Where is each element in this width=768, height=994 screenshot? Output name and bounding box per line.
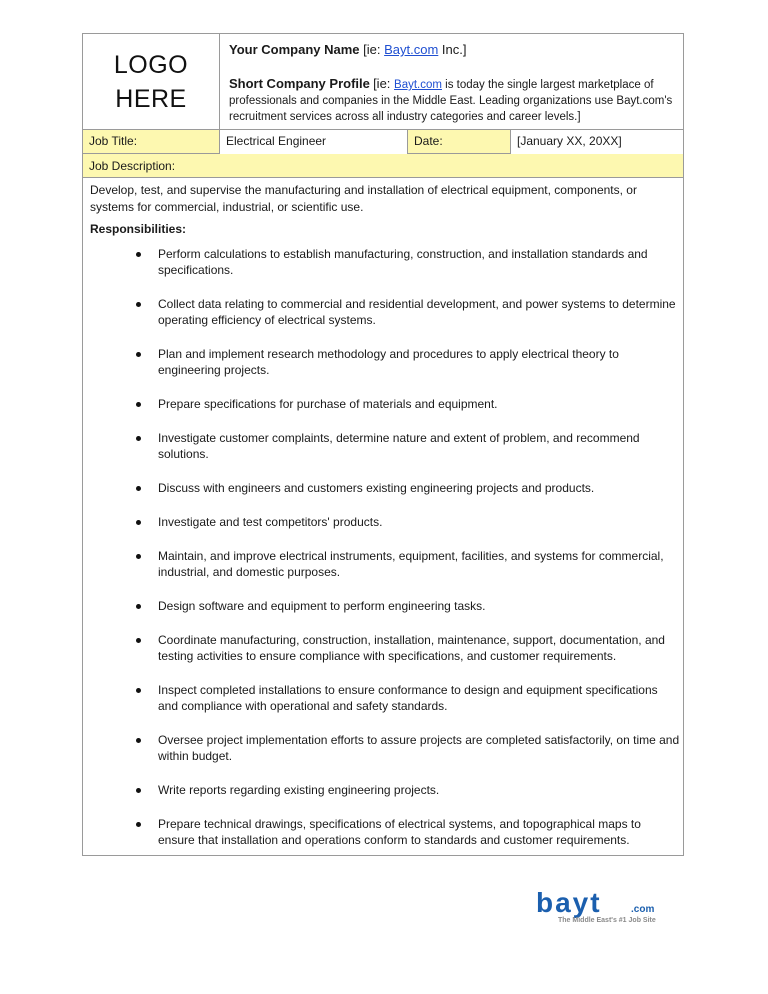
description-text: Develop, test, and supervise the manufacturing and installation of electrical equipment, components, or systems for commercial, industrial, or scientific use. [90, 183, 637, 214]
responsibilities-list [90, 246, 680, 848]
list-item: Discuss with engineers and customers existing engineering projects and products. [158, 480, 680, 496]
job-description-form [82, 33, 684, 856]
company-info [229, 41, 679, 125]
date-label: Date: [408, 130, 511, 154]
company-name-line [229, 41, 679, 59]
list-item: Maintain, and improve electrical instruments, equipment, facilities, and systems for commercial, industrial, and domestic purposes. [158, 548, 680, 580]
profile-label: Short Company Profile [229, 76, 370, 91]
list-item: Prepare technical drawings, specifications of electrical systems, and topographical maps to ensure that installation and operations conform to standards and customer requirements. [158, 816, 680, 848]
profile-text: is today the single largest marketplace of professionals and companies in the Middle East. Leading organizations use Bayt.com's recruitment services across all industry categories and career levels.] [229, 79, 673, 123]
list-item: Perform calculations to establish manufacturing, construction, and installation standards and specifications. [158, 246, 680, 278]
logo-line-2: HERE [115, 85, 187, 113]
job-description-body [90, 182, 680, 866]
header-row [83, 34, 683, 130]
date-value[interactable]: [January XX, 20XX] [511, 130, 683, 154]
company-profile [229, 76, 679, 125]
company-name-suffix: Inc.] [438, 42, 467, 57]
job-title-row [83, 130, 683, 154]
logo-line-1: LOGO [113, 51, 189, 79]
job-description-label: Job Description: [83, 154, 683, 178]
list-item: Investigate customer complaints, determine nature and extent of problem, and recommend solutions. [158, 430, 680, 462]
profile-link[interactable]: Bayt.com [394, 79, 442, 91]
list-item: Investigate and test competitors' products. [158, 514, 680, 530]
list-item: Collect data relating to commercial and residential development, and power systems to determine operating efficiency of electrical systems. [158, 296, 680, 328]
company-name-label: Your Company Name [229, 42, 360, 57]
job-title-value[interactable]: Electrical Engineer [220, 130, 408, 154]
logo-brand-suffix: .com [631, 904, 655, 915]
list-item: Coordinate manufacturing, construction, installation, maintenance, support, documentation, and testing activities to ensure compliance with specifications, and customer requirements. [158, 632, 680, 664]
list-item: Inspect completed installations to ensure conformance to design and equipment specifications and compliance with operational and safety standards. [158, 682, 680, 714]
list-item: Prepare specifications for purchase of materials and equipment. [158, 396, 680, 412]
list-item: Oversee project implementation efforts to assure projects are completed satisfactorily, on time and within budget. [158, 733, 680, 763]
company-name-prefix: [ie: [363, 42, 385, 57]
logo-tagline: The Middle East's #1 Job Site [558, 917, 656, 924]
bayt-logo [536, 888, 676, 924]
list-item: Write reports regarding existing engineering projects. [158, 782, 680, 798]
profile-prefix: [ie: [373, 76, 395, 91]
logo-placeholder [83, 34, 220, 130]
logo-brand-text: bayt [536, 888, 602, 918]
list-item: Plan and implement research methodology and procedures to apply electrical theory to engineering projects. [158, 346, 680, 378]
responsibilities-heading: Responsibilities: [90, 222, 187, 236]
list-item: Design software and equipment to perform engineering tasks. [158, 598, 680, 614]
job-title-label: Job Title: [83, 130, 220, 154]
company-name-link[interactable]: Bayt.com [384, 42, 439, 57]
